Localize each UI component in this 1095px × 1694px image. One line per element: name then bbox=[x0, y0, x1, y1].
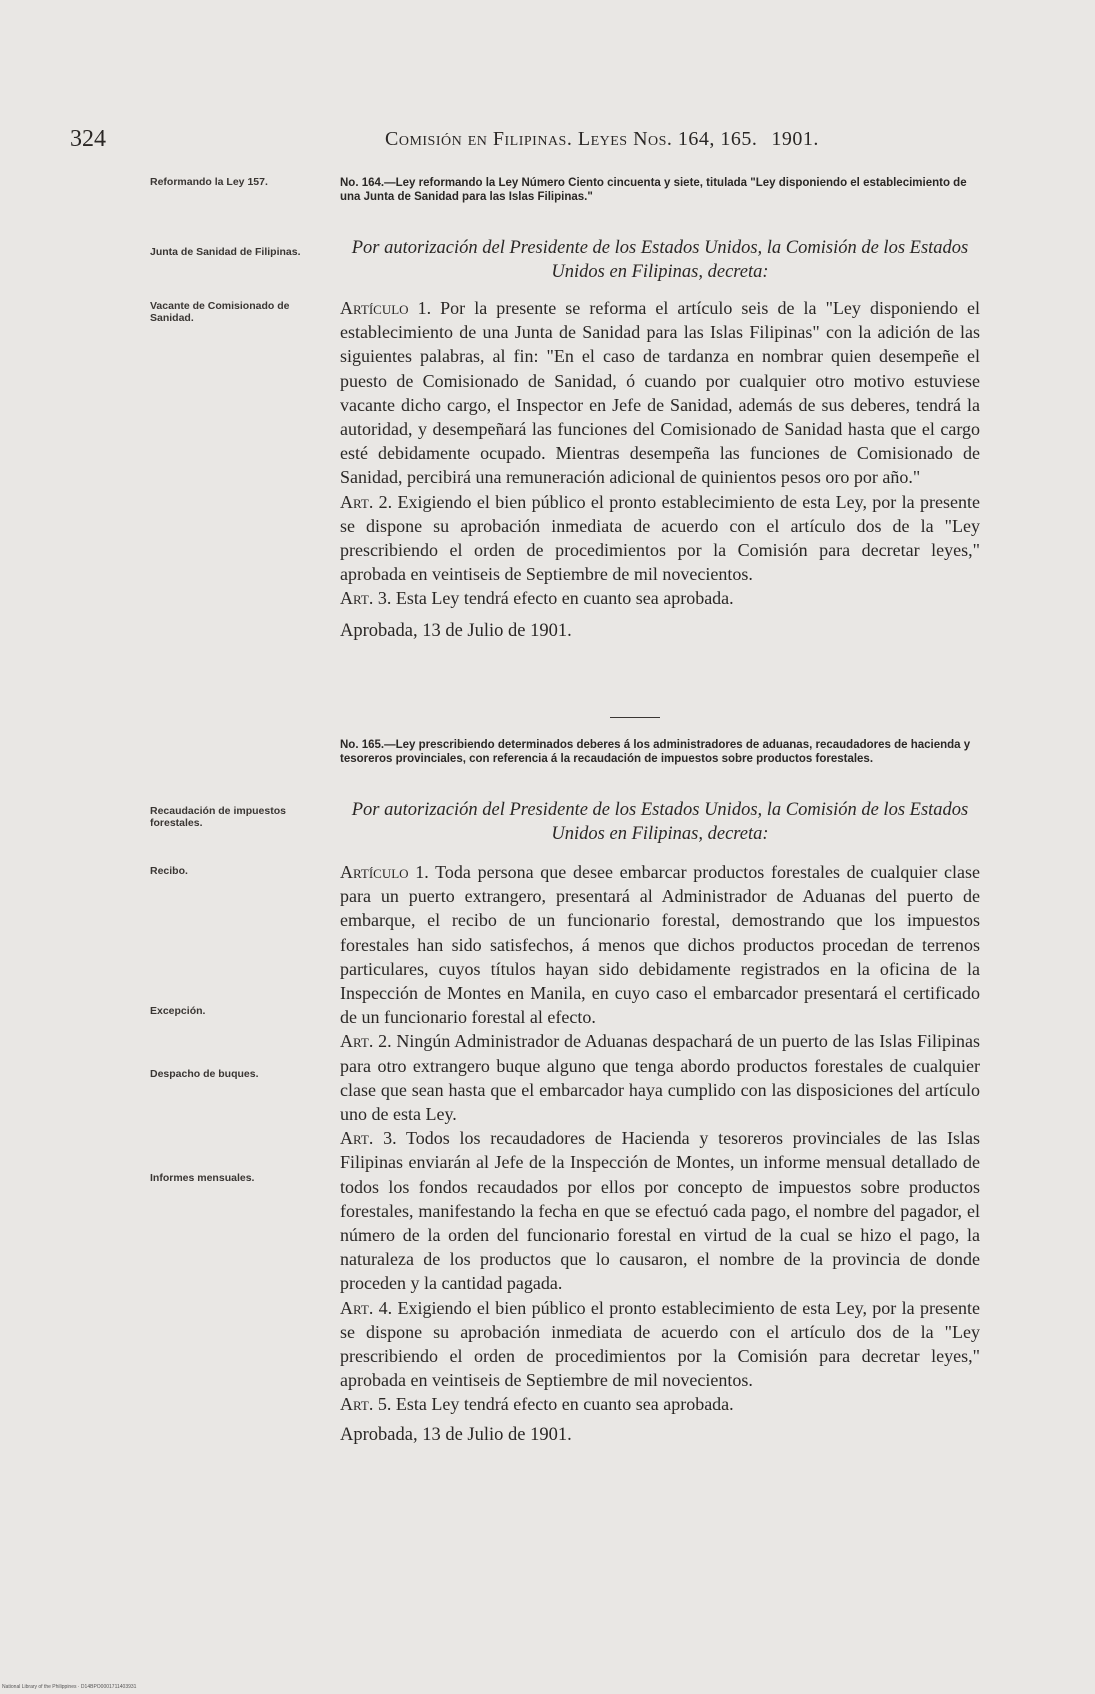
law-165-article-2 bbox=[340, 1029, 980, 1126]
law-164-article-3 bbox=[340, 586, 980, 610]
side-note-recibo: Recibo. bbox=[150, 865, 188, 877]
side-note-despacho: Despacho de buques. bbox=[150, 1068, 259, 1080]
side-note-junta: Junta de Sanidad de Filipinas. bbox=[150, 246, 301, 258]
law-164-article-1 bbox=[340, 296, 980, 490]
article-label: Art. 4. bbox=[340, 1297, 393, 1318]
law-164-article-2 bbox=[340, 490, 980, 587]
article-text: Exigiendo el bien público el pronto establecimiento de esta Ley, por la presente se dispone su aprobación inmediata de acuerdo con el artículo dos de la "Ley prescribiendo el orden de procedimientos por la Comisión para decretar leyes," aprobada en veintiseis de Septiembre de mil novecientos. bbox=[340, 1297, 980, 1391]
law-165-article-1 bbox=[340, 860, 980, 1029]
page-header bbox=[70, 126, 950, 156]
law-165-title: No. 165.—Ley prescribiendo determinados deberes á los administradores de aduanas, recaudadores de hacienda y tesoreros provinciales, con referencia á la recaudación de impuestos sobre productos forestales. bbox=[340, 739, 971, 765]
article-text: Exigiendo el bien público el pronto establecimiento de esta Ley, por la presente se dispone su aprobación inmediata de acuerdo con el artículo dos de la "Ley prescribiendo el orden de procedimientos por la Comisión para decretar leyes," aprobada en veintiseis de Septiembre de mil novecientos. bbox=[340, 491, 980, 585]
law-164-title: No. 164.—Ley reformando la Ley Número Ciento cincuenta y siete, titulada "Ley disponiendo el establecimiento de una Junta de Sanidad para las Islas Filipinas." bbox=[340, 177, 967, 203]
law-165-approval-date: Aprobada, 13 de Julio de 1901. bbox=[340, 1424, 572, 1445]
article-label: Art. 3. bbox=[340, 588, 392, 609]
article-label: Art. 3. bbox=[340, 1128, 397, 1149]
article-label: Artículo 1. bbox=[340, 298, 432, 318]
side-note-excepcion: Excepción. bbox=[150, 1005, 206, 1017]
article-text: Todos los recaudadores de Hacienda y tesoreros provinciales de las Islas Filipinas enviarán al Jefe de la Inspección de Montes, un informe mensual detallado de todos los fondos recaudados por ellos por concepto de impuestos sobre productos forestales, manifestando la fecha en que se efectuó cada pago, el nombre del pagador, el número de la orden del funcionario forestal en virtud de la cual se hizo el pago, la naturaleza de los productos que lo causaron, el nombre de la provincia de donde proceden y la cantidad pagada. bbox=[340, 1128, 980, 1294]
law-165-article-5 bbox=[340, 1392, 980, 1416]
running-title bbox=[385, 128, 819, 151]
page-number: 324 bbox=[70, 126, 106, 152]
side-note-informes: Informes mensuales. bbox=[150, 1172, 255, 1184]
law-165-article-3 bbox=[340, 1126, 980, 1295]
law-165-enacting-clause: Por autorización del Presidente de los Estados Unidos, la Comisión de los Estados Unidos en Filipinas, decreta: bbox=[351, 800, 969, 844]
running-title-text: Comisión en Filipinas. Leyes Nos. 164, 165. bbox=[385, 128, 758, 150]
article-text: Toda persona que desee embarcar productos forestales de cualquier clase para un puerto extrangero, presentará al Administrador de Aduanas del puerto de embarque, el recibo de un funcionario forestal, demostrando que los impuestos forestales han sido satisfechos, á menos que dichos productos procedan de terrenos particulares, cuyos títulos hayan sido debidamente registrados en la oficina de la Inspección de Montes en Manila, en cuyo caso el embarcador presentará el certificado de un funcionario forestal al efecto. bbox=[340, 862, 980, 1028]
side-note-reformando: Reformando la Ley 157. bbox=[150, 176, 268, 188]
law-165-article-4 bbox=[340, 1296, 980, 1393]
article-label: Art. 5. bbox=[340, 1394, 392, 1415]
article-text: Ningún Administrador de Aduanas despachará de un puerto de las Islas Filipinas para otro extrangero buque alguno que tenga abordo productos forestales de cualquier clase que sean hasta que el embarcador haya cumplido con las disposiciones del artículo uno de esta Ley. bbox=[340, 1031, 980, 1125]
section-divider bbox=[610, 717, 660, 718]
law-164-enacting-clause: Por autorización del Presidente de los Estados Unidos, la Comisión de los Estados Unidos en Filipinas, decreta: bbox=[351, 238, 969, 282]
law-164-body bbox=[340, 296, 980, 643]
side-note-vacante: Vacante de Comisionado de Sanidad. bbox=[150, 300, 290, 324]
article-text: Esta Ley tendrá efecto en cuanto sea aprobada. bbox=[395, 588, 734, 609]
scan-footer: National Library of the Philippines · D14BPO0001711403931 bbox=[2, 1684, 137, 1690]
law-165-body bbox=[340, 860, 980, 1447]
running-title-year: 1901. bbox=[771, 128, 819, 150]
article-text: Por la presente se reforma el artículo seis de la "Ley disponiendo el establecimiento de una Junta de Sanidad para las Islas Filipinas" con la adición de las siguientes palabras, al fin: "En el caso de tardanza en nombrar quien desempeñe el puesto de Comisionado de Sanidad, ó cuando por cualquier otro motivo estuviese vacante dicho cargo, el Inspector en Jefe de Sanidad, además de sus deberes, tendrá la autoridad, y desempeñará las funciones del Comisionado de Sanidad hasta que el cargo esté debidamente ocupado. Mientras desempeña las funciones de Comisionado de Sanidad, percibirá una remuneración adicional de quinientos pesos oro por año." bbox=[340, 298, 980, 488]
article-label: Art. 2. bbox=[340, 491, 393, 512]
article-label: Artículo 1. bbox=[340, 862, 429, 882]
article-text: Esta Ley tendrá efecto en cuanto sea aprobada. bbox=[395, 1394, 734, 1415]
side-note-recaudacion: Recaudación de impuestos forestales. bbox=[150, 805, 286, 829]
article-label: Art. 2. bbox=[340, 1031, 392, 1052]
law-164-approval-date: Aprobada, 13 de Julio de 1901. bbox=[340, 620, 572, 641]
